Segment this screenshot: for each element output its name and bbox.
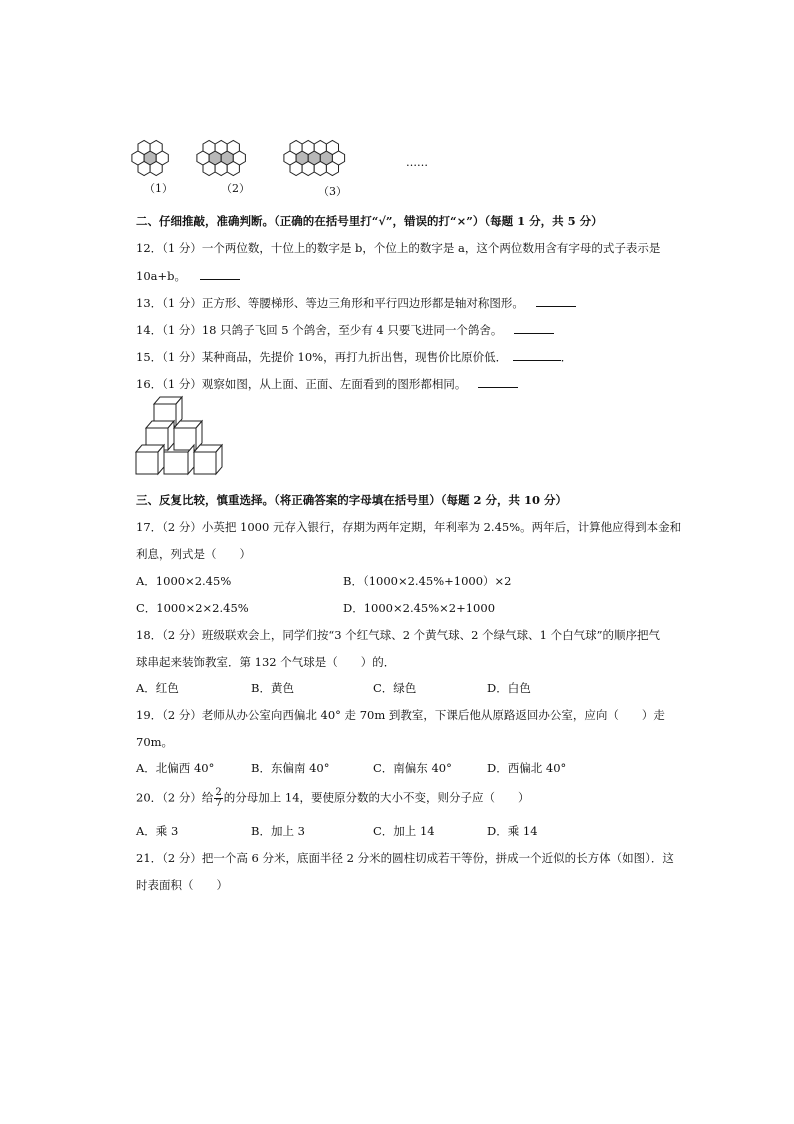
hexagon-cells	[132, 141, 345, 176]
hexagon-cell	[227, 141, 239, 155]
question-12-number: 12．	[136, 241, 163, 255]
hexagon-cell	[314, 162, 326, 176]
option-17-c[interactable]: C．1000×2×2.45%	[136, 601, 249, 615]
question-17-text: （2 分）小英把 1000 元存入银行，存期为两年定期，年利率为 2.45%。两年后，计算他应得到本金和	[162, 520, 682, 534]
answer-blank-14[interactable]	[514, 322, 554, 334]
option-20-b[interactable]: B．加上 3	[251, 824, 305, 838]
hexagon-cell	[290, 162, 302, 176]
section-2-heading: 二、仔细推敲，准确判断。（正确的在括号里打“√”，错误的打“×”）（每题 1 分，共 5 分）	[136, 214, 603, 228]
fraction-denominator: 7	[215, 798, 222, 809]
question-20	[136, 788, 530, 809]
option-18-a[interactable]: A．红色	[136, 681, 179, 695]
question-20-text-post: 的分母加上 14，要使原分数的大小不变，则分子应（ ）	[223, 790, 530, 805]
hexagon-cell	[302, 162, 314, 176]
hexagon-cell	[314, 141, 326, 155]
option-17-a[interactable]: A．1000×2.45%	[136, 574, 232, 588]
hexagon-cell	[326, 141, 338, 155]
question-15-number: 15．	[136, 350, 163, 364]
hexagon-cell	[326, 162, 338, 176]
option-19-b[interactable]: B．东偏南 40°	[251, 761, 330, 775]
figure-3-label: （3）	[318, 185, 347, 198]
question-13-text: （1 分）正方形、等腰梯形、等边三角形和平行四边形都是轴对称图形。	[162, 296, 524, 310]
hexagon-cell	[227, 162, 239, 176]
question-13	[136, 295, 576, 311]
answer-blank-15[interactable]	[513, 349, 561, 361]
option-20-d[interactable]: D．乘 14	[487, 824, 538, 838]
hexagon-cell	[150, 141, 162, 155]
question-21-number: 21．	[136, 851, 163, 865]
cube-stack-figure	[132, 394, 232, 486]
option-18-c[interactable]: C．绿色	[373, 681, 417, 695]
question-13-number: 13．	[136, 296, 163, 310]
question-18-line2: 球串起来装饰教室．第 132 个气球是（ ）的．	[136, 655, 396, 669]
figures-ellipsis: ……	[406, 156, 428, 169]
question-15	[136, 349, 572, 365]
answer-blank-12[interactable]	[200, 268, 240, 280]
hexagon-cell	[215, 141, 227, 155]
option-19-c[interactable]: C．南偏东 40°	[373, 761, 452, 775]
answer-blank-16[interactable]	[478, 376, 518, 388]
hexagon-cell	[203, 162, 215, 176]
option-17-b[interactable]: B．（1000×2.45%+1000）×2	[343, 574, 512, 588]
question-15-tail: ．	[560, 350, 573, 364]
question-16-number: 16．	[136, 377, 163, 391]
question-14-number: 14．	[136, 323, 163, 337]
question-20-number: 20．	[136, 790, 163, 805]
figure-2-label: （2）	[221, 182, 250, 195]
question-19-text: （2 分）老师从办公室向西偏北 40° 走 70m 到教室，下课后他从原路返回办公室，应向（ ）走	[162, 708, 665, 722]
fraction-2-7	[214, 788, 222, 809]
question-14-text: （1 分）18 只鸽子飞回 5 个鸽舍，至少有 4 只要飞进同一个鸽舍。	[162, 323, 503, 337]
hexagon-cell	[138, 162, 150, 176]
question-18-text: （2 分）班级联欢会上，同学们按“3 个红气球、2 个黄气球、2 个绿气球、1 个白气球”的顺序把气	[162, 628, 661, 642]
question-21	[136, 850, 674, 866]
question-21-text: （2 分）把一个高 6 分米，底面半径 2 分米的圆柱切成若干等份，拼成一个近似的长方体（如图）．这	[162, 851, 674, 865]
hexagon-cell	[150, 162, 162, 176]
option-20-a[interactable]: A．乘 3	[136, 824, 179, 838]
question-12-expression: 10a+b。	[136, 269, 186, 283]
question-19-line2: 70m。	[136, 735, 174, 749]
question-18	[136, 627, 660, 643]
hexagon-cell	[203, 141, 215, 155]
question-14	[136, 322, 554, 338]
question-16	[136, 376, 518, 392]
question-12-text: （1 分）一个两位数，十位上的数字是 b，个位上的数字是 a，这个两位数用含有字母的式子表示是	[162, 241, 661, 255]
hexagon-cell	[138, 141, 150, 155]
question-17-line2: 利息，列式是（ ）	[136, 547, 251, 561]
option-18-d[interactable]: D．白色	[487, 681, 531, 695]
question-15-text: （1 分）某种商品，先提价 10%，再打九折出售，现售价比原价低．	[162, 350, 508, 364]
answer-blank-13[interactable]	[536, 295, 576, 307]
hexagon-cell	[290, 141, 302, 155]
question-16-text: （1 分）观察如图，从上面、正面、左面看到的图形都相同。	[162, 377, 467, 391]
question-17-number: 17．	[136, 520, 163, 534]
fraction-numerator: 2	[215, 787, 222, 798]
hexagon-cell	[302, 141, 314, 155]
question-18-number: 18．	[136, 628, 163, 642]
figure-1-label: （1）	[144, 182, 173, 195]
question-12-line2	[136, 268, 240, 284]
option-17-d[interactable]: D．1000×2.45%×2+1000	[343, 601, 496, 615]
question-17	[136, 519, 681, 535]
question-19	[136, 707, 665, 723]
question-12	[136, 240, 660, 256]
hexagon-cell	[215, 162, 227, 176]
question-20-text-pre: （2 分）给	[162, 790, 214, 805]
section-3-heading: 三、反复比较，慎重选择。（将正确答案的字母填在括号里）（每题 2 分，共 10 分）	[136, 493, 568, 507]
option-20-c[interactable]: C．加上 14	[373, 824, 435, 838]
option-19-d[interactable]: D．西偏北 40°	[487, 761, 567, 775]
hexagon-pattern-figures	[128, 138, 428, 180]
question-21-line2: 时表面积（ ）	[136, 878, 228, 892]
option-19-a[interactable]: A．北偏西 40°	[136, 761, 215, 775]
question-19-number: 19．	[136, 708, 163, 722]
option-18-b[interactable]: B．黄色	[251, 681, 294, 695]
